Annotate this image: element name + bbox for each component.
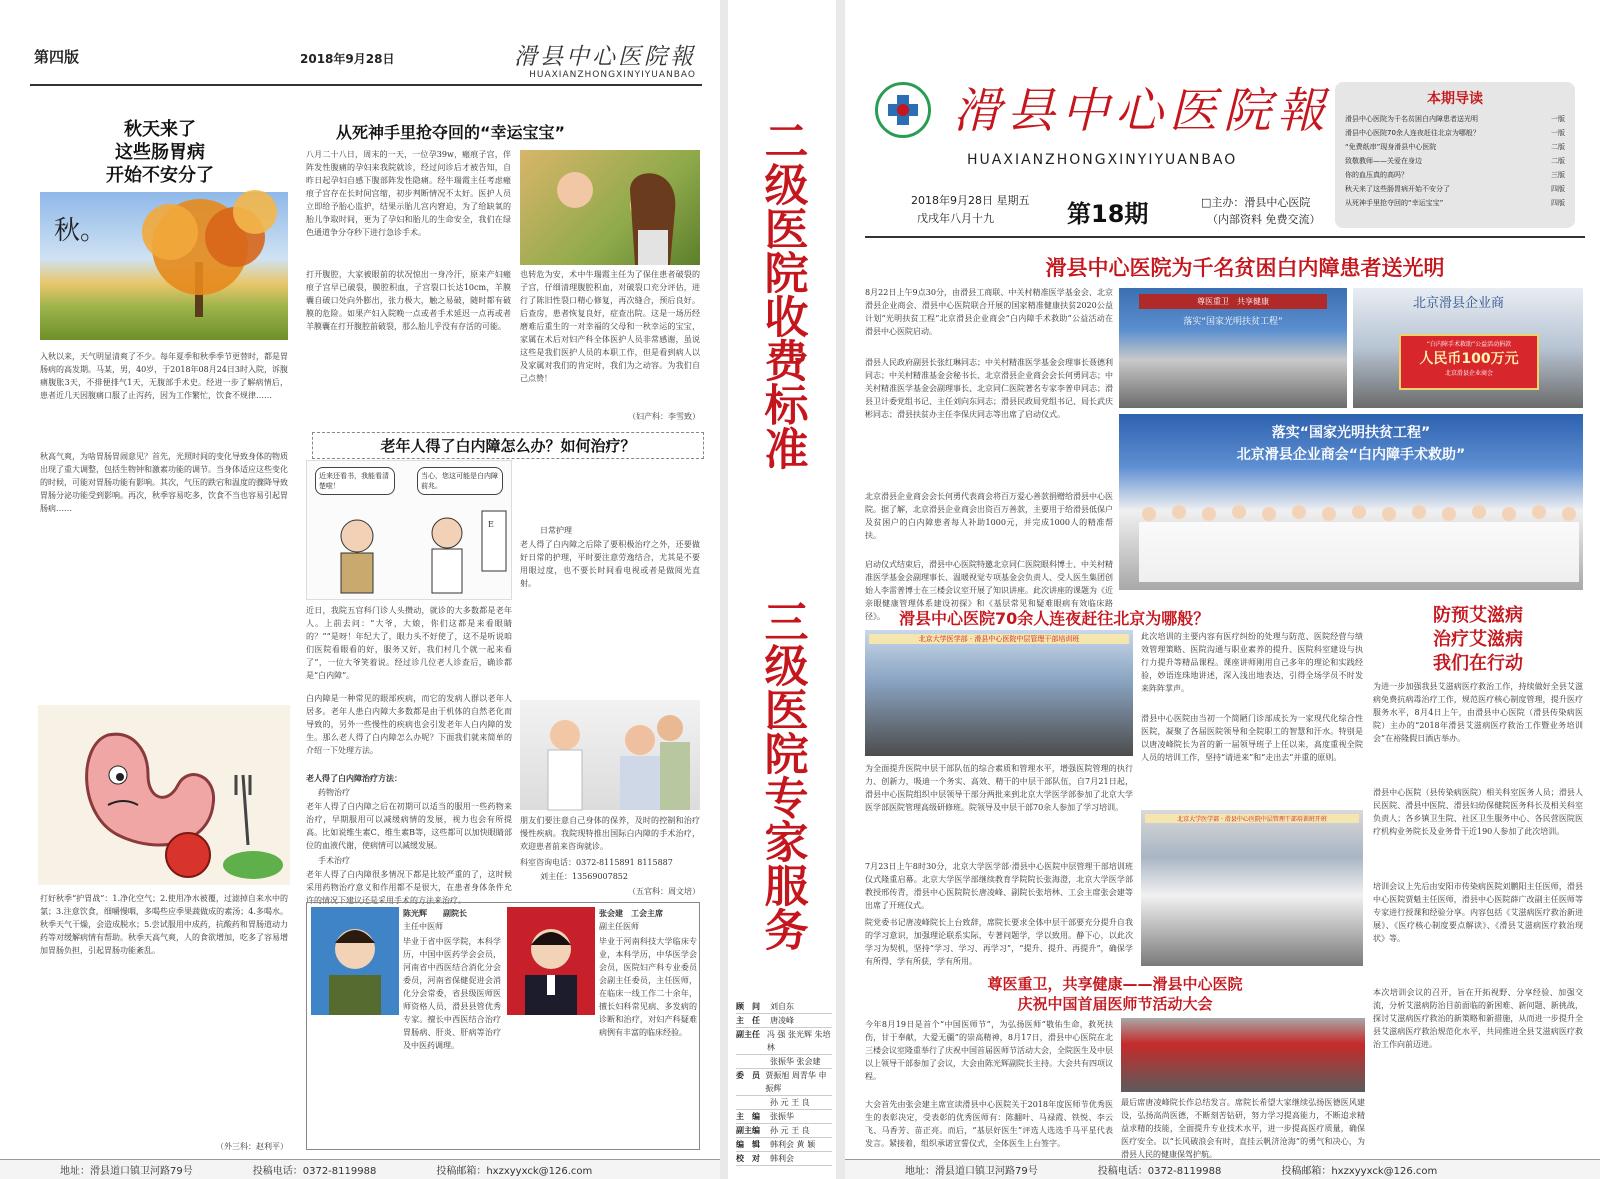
cataract-news-body-1: 8月22日上午9点30分，由滑县工商联、中关村精准医学基金会、北京滑县企业商会、滑县中心医院联合开展的国家精准健康扶贫2020公益计划“光明扶贫工程”北京滑县企业商会“白内障手术救助”公益活动在滑县中心医院启动。 bbox=[865, 288, 1113, 336]
doctor-day-body-2: 大会首先由张会建主席宣读滑县中心医院关于2018年度医师节优秀医生的表彰决定，受表彰的优秀医师有：陈翻叶、马禄霞、铁悦、李云飞、马香芳、苗正亮。而后，“基层好医生”评选人选选手马平星代表发言。紧接着，组织承诺宣誓仪式，全体医生上台签字。 bbox=[865, 1100, 1113, 1148]
cataract-closing: 朋友们要注意自己身体的保养，及时的控制和治疗慢性疾病。我院现特推出国际白内障的手术治疗，欢迎患者前来咨询就诊。 bbox=[520, 816, 700, 851]
staff-row: 张振华 张会建 bbox=[736, 1055, 832, 1069]
person-portrait-icon-2 bbox=[507, 907, 595, 1015]
hospital-logo bbox=[875, 82, 931, 138]
cataract-body-1: 近日，我院五官科门诊人头攒动，就诊的大多数都是老年人。上前去问：“大爷，大娘，你们这都是来看眼睛的？”“是呀！年纪大了，眼力头不好使了，这不是听说咱们医院看眼看的好，服务又好，我们村几个就一起来看了”，一位大爷笑着说。经过诊几位老人诊查后，确诊都是“白内障”。 bbox=[306, 606, 512, 680]
autumn-caption: 秋。 bbox=[54, 216, 107, 246]
stomach-tips: 打好秋季“护胃战”：1.净化空气；2.使用净水被覆，过滤掉自来水中的氯；3.注意饮食，细嚼慢咽，多喝些应季果蔬做成的素汤；4.多喝水。秋季天气干燥，会造成脱水；5.尝试服用中成药，抗酸药和胃肠道动力药等对缓解病情有帮助。秋季天高气爽，人的食欲增加，吃多了容易增加胃肠负担，引起胃肠功能紊乱。 bbox=[40, 894, 288, 955]
gutter-right bbox=[836, 0, 845, 1179]
cartoon-stomach-icon bbox=[38, 705, 290, 885]
aids-body-2: 滑县中心医院（县传染病医院）相关科室医务人员；滑县人民医院、滑县中医院、滑县妇幼保健院医务科长及相关科室负责人；各乡镇卫生院、社区卫生服务中心、各民营医院医疗机构业务院长及业务骨干近190人参加了此次培训。 bbox=[1373, 788, 1583, 836]
doctor-day-title: 尊医重卫，共享健康——滑县中心医院 庆祝中国首届医师节活动大会 bbox=[987, 975, 1243, 1013]
group-banner-1: 落实“国家光明扶贫工程” bbox=[1271, 425, 1431, 441]
check-bottom-text: 北京滑县企业商会 bbox=[1444, 370, 1493, 377]
consult-phone: 科室咨询电话：0372-8115891 8115887 bbox=[520, 858, 673, 867]
guide-item[interactable]: 秋天来了这些肠胃病开始不安分了 四版 bbox=[1345, 185, 1565, 193]
issue-date: 2018年9月28日 bbox=[300, 52, 395, 66]
guide-item[interactable]: 滑县中心医院70余人连夜赶往北京为哪般？ 一版 bbox=[1345, 129, 1565, 137]
staff-row: 孙 元 王 良 bbox=[736, 1096, 832, 1110]
profile-2-body: 毕业于河南科技大学临床专业，本科学历，中华医学会会员，医院妇产科专业委员会副主任委员，主任医师，在临床一线工作二十余年，擅长妇科常见病、多发病的诊断和治疗，对妇产科疑难病例有丰富的临床经验。 bbox=[599, 937, 697, 1037]
aids-body-4: 本次培训会议的召开，旨在开拓视野、分享经验、加强交流，分析艾滋病防治目前面临的新困难、新问题、新挑战，探讨艾滋病医疗救治的新策略和新措施，从而进一步提升全县艾滋病医疗救治规范化水平，共同推进全县艾滋病医疗救治工作向前迈进。 bbox=[1373, 988, 1583, 1049]
vertical-slogan-2 bbox=[728, 560, 836, 990]
baby-body-1: 八月二十八日，周末的一天，一位孕39w，瘢痕子宫，伴阵发性腹痛的孕妇来我院就诊，经过问诊后才被告知，自昨日起孕妇自感下腹部阵发性隐痛。经牛瑞霞主任考虑瘢痕子宫存在长时间宫缩，初步判断情况不太好。医护人员立即给予胎心监护，结果示胎儿宫内窘迫，为了给缺氧的胎儿争取时间，更为了孕妇和胎儿的生命安全，我们在绿色通道争分夺秒下进行急诊手术。 bbox=[306, 150, 511, 237]
drug-body: 老年人得了白内障之后在初期可以适当的服用一些药物来治疗，早期服用可以减缓病情的发展，视力也会有所提高。比如说维生素C、维生素B等，这些都可以加快眼睛部位的血液代谢，使病情可以减缓发展。 bbox=[306, 802, 512, 850]
stomach-body-2: 秋高气爽，为啥胃肠胃闹意见？首先，光照时间的变化导致身体的物质出现了重大调整，包括生物钟和激素功能的调节。当身体适应这些变化的时候，可能对胃肠功能有影响。其次，气压的跌宕和温度的骤降导致胃肠分泌功能受到影响。再次，秋季容易吃多，饮食不当也容易引起胃肠病…… bbox=[40, 452, 288, 513]
footer-address: 地址：滑县道口镇卫河路79号 bbox=[905, 1166, 1038, 1177]
cataract-article-title: 老年人得了白内障怎么办？如何治疗？ bbox=[312, 432, 704, 459]
care-body: 老人得了白内障之后除了要积极治疗之外，还要做好日常的护理，平时要注意劳逸结合，尤其是不要用眼过度，也不要长时间看电视或者是做阅光直射。 bbox=[520, 540, 700, 588]
treat-heading: 老人得了白内障治疗方法： bbox=[306, 773, 402, 783]
donation-photo bbox=[1353, 288, 1583, 408]
drug-heading: 药物治疗 bbox=[318, 788, 350, 797]
footer-email: 投稿邮箱：hxzxyyxck@126.com bbox=[1281, 1166, 1438, 1177]
guide-item[interactable]: 你的血压真的高吗？ 三版 bbox=[1345, 171, 1565, 179]
left-footer bbox=[0, 1159, 720, 1179]
ceremony-banner-small: 尊医重卫 共享健康 bbox=[1139, 294, 1327, 309]
cataract-news-title: 滑县中心医院为千名贫困白内障患者送光明 bbox=[1045, 256, 1445, 280]
speech-bubble-1: 近来还看书，我能看清楚啦！ bbox=[315, 467, 395, 495]
autumn-photo bbox=[40, 192, 288, 340]
care-heading: 日常护理 bbox=[540, 526, 572, 535]
slogan-1-text: 二级医院收费标准 bbox=[756, 118, 808, 470]
aids-body-3: 培训会议上先后由安阳市传染病医院刘鹏阳主任医师，滑县中心医院贾魁主任医师，滑县中心医院薛广改副主任医师等专家进行授课和经验分享。内容包括《艾滋病医疗救治新进展》、《医疗核心制度要点解读》、《滑县艾滋病医疗救治现状》等。 bbox=[1373, 882, 1583, 943]
staff-row: 主 编 张振华 bbox=[736, 1110, 832, 1124]
baby-author: （妇产科：李雪致） bbox=[628, 412, 700, 421]
hospital-cross-icon bbox=[878, 85, 928, 135]
surgery-body: 老年人得了白内障很多情况下都是比较严重的了，这时候采用药物治疗意义和作用都不是很大，在患者身体条件允许的情况下建议还是采用手术的方法来治疗。 bbox=[306, 870, 512, 905]
consult-person: 刘主任：13569007852 bbox=[540, 872, 628, 881]
donation-check bbox=[1399, 334, 1539, 390]
beijing-photo-1-banner: 北京大学医学部 · 滑县中心医院中层管理干部培训班 bbox=[869, 634, 1129, 644]
internal-note: （内部资料 免费交流） bbox=[1207, 213, 1321, 226]
cataract-body-2: 白内障是一种常见的眼部疾病，而它的发病人群以老年人居多。老年人患白内障大多数都是由于机体的自然老化而导致的，另外一些慢性的疾病也会引发老年人白内障的发生。那么老人得了白内障怎么办呢？下面我们就来简单的介绍一下处理方法。 bbox=[306, 694, 512, 755]
masthead-small: 滑县中心医院報 bbox=[514, 44, 696, 70]
beijing-photo-2 bbox=[1141, 810, 1363, 966]
mother-baby-photo bbox=[520, 150, 700, 265]
beijing-body-5: 院党委书记唐凌峰院长上台致辞，席院长要求全体中层干部要充分提升自我的学习意识，加强理论联系实际，专著问题学，学以致用。静下心，以此次学习为契机，坚持“学习、学习、再学习”，“提升、提升、再提升”，确保学有所得、学有所获，学有所用。 bbox=[865, 918, 1133, 966]
check-top-text: “白内障手术救助”公益活动捐款 bbox=[1426, 341, 1512, 348]
aids-body-1: 为进一步加强我县艾滋病医疗救治工作，持续做好全县艾滋病免费抗病毒治疗工作，规范医疗核心制度管理，提升医疗服务水平，8月4日上午，由滑县中心医院（滑县传染病医院）主办的“2018年滑县艾滋病医疗救治工作暨业务培训会”在裕隆假日酒店举办。 bbox=[1373, 682, 1583, 743]
group-photo-1 bbox=[1119, 414, 1583, 590]
guide-item[interactable]: 从死神手里抢夺回的“幸运宝宝” 四版 bbox=[1345, 199, 1565, 207]
donation-sign: 北京滑县企业商 bbox=[1413, 296, 1505, 311]
beijing-photo-1 bbox=[865, 630, 1133, 756]
staff-row: 副主编 孙 元 王 良 bbox=[736, 1124, 832, 1138]
doctor-day-body-1: 今年8月19日是首个“中国医师节”，为弘扬医师“敬佑生命，救死扶伤，甘于奉献，大爱无疆”的崇高精神，8月17日，滑县中心医院在北三楼会议室隆重举行了庆祝中国首届医师节活动大会，全院医生及中层以上领导干部参加了会议，大会由陈光辉副院长主持。大会共有四项议程。 bbox=[865, 1020, 1113, 1081]
contents-guide bbox=[1335, 82, 1575, 228]
profile-1-body: 毕业于省中医学院，本科学历，中国中医药学会会员，河南省中西医结合消化分会委员，河南省保健促进会消化分会常委，省县级医师医师资格人员，滑县县管优秀专家。擅长中西医结合治疗胃肠病、肝炎、肝病等治疗及中医药调理。 bbox=[403, 937, 501, 1050]
baby-body-2: 打开腹腔，大家被眼前的状况惊出一身冷汗，原来产妇瘢痕子宫早已破裂，膜腔积血，子宫裂口长达10cm，羊膜囊自破口处向外膨出，张力极大，触之易破，随时都有破膜的危险。如果产妇入院晚一点或者手术延迟一点再或者羊膜囊在打开腹腔前破裂，那么胎儿乎没有存活的可能。 bbox=[306, 270, 511, 331]
masthead-pinyin: HUAXIANZHONGXINYIYUANBAO bbox=[967, 152, 1238, 168]
beijing-body-4: 7月23日上午8时30分，北京大学医学部·滑县中心医院中层管理干部培训班仪式隆重启幕。北京大学医学部继续教育学院院长张海澄，北京大学医学部教授邢传青，滑县中心医院院长唐凌峰、副院长张培林、工会主席张会建等出席了开班仪式。 bbox=[865, 862, 1133, 910]
doctor-day-photo bbox=[1121, 1018, 1365, 1092]
staff-row: 编 辑 韩利会 黄 颖 bbox=[736, 1138, 832, 1152]
ceremony-banner-line-1: 落实“国家光明扶贫工程” bbox=[1183, 317, 1283, 327]
slogan-2-text: 三级医院专家服务 bbox=[756, 599, 808, 951]
eye-exam-photo bbox=[520, 700, 700, 810]
beijing-body-3: 为全面提升医院中层干部队伍的综合素质和管理水平，增强医院管理的执行力、创新力，吸迪一个务实、高效、精干的中层干部队伍，自7月21日起，滑县中心医院组织中层领导干部分两批来到北京大学医学部参加了北京大学医学部医院管理高级研修班。院领导及中层干部70余人参加了学习培训。 bbox=[865, 764, 1133, 812]
person-portrait-icon bbox=[311, 907, 399, 1015]
profile-2-heading: 张会建 工会主席 bbox=[599, 908, 663, 918]
edition-label: 第四版 bbox=[34, 48, 80, 66]
profile-2-photo bbox=[507, 907, 595, 1015]
staff-row: 委 员 贾振旭 周青华 申振辉 bbox=[736, 1069, 832, 1096]
header-divider bbox=[865, 236, 1585, 238]
aids-news-title: 防预艾滋病 治疗艾滋病 我们在行动 bbox=[1433, 605, 1523, 674]
stomach-body-1: 入秋以来，天气明显清爽了不少。每年夏季和秋季季节更替时，都是胃肠病的高发期。马某，男，40岁，于2018年08月24日3时入院，诉腹痛腹胀3天，不排便排气1天，无腹部手术史。经进一步了解病情后，患者近几天因腹痛口服了止泻药，因为工作繁忙，饮食不规律…… bbox=[40, 352, 288, 400]
profile-1-photo bbox=[311, 907, 399, 1015]
beijing-body-1: 此次培训的主要内容有医疗纠纷的处理与防范、医院经营与绩效管理策略、医院沟通与职业素养的提升、医院科室建设与执行力提升等精品课程。课座讲师刚用自己多年的理论和实践经验，妙语连珠地讲述，深入浅出地表达，引得全场学员不时发来阵阵掌声。 bbox=[1141, 632, 1363, 693]
issue-date-line: 2018年9月28日 星期五 bbox=[911, 194, 1030, 207]
footer-phone: 投稿电话：0372-8119988 bbox=[1097, 1166, 1222, 1177]
staff-list bbox=[736, 1000, 832, 1168]
profiles-box bbox=[306, 902, 700, 1150]
staff-row: 主 任 唐凌峰 bbox=[736, 1014, 832, 1028]
beijing-photo-2-banner: 北京大学医学部 · 滑县中心医院中层管理干部培训班开班 bbox=[1145, 814, 1359, 823]
guide-item[interactable]: “免费纸串”现身滑县中心医院 二版 bbox=[1345, 143, 1565, 151]
beijing-body-2: 滑县中心医院由当初一个简陋门诊部成长为一家现代化综合性医院，凝聚了各届医院领导和全院职工的智慧和汗水。特别是以唐凌峰院长为首的新一届领导班子上任以来，高度重视全院人员的培训工作，坚持“请进来”和“走出去”并重的原则。 bbox=[1141, 714, 1363, 762]
group-banner-2: 北京滑县企业商会“白内障手术救助” bbox=[1236, 447, 1466, 463]
speech-bubble-2: 当心，您这可能是白内障前兆。 bbox=[417, 467, 503, 495]
stomach-article-title: 秋天来了 这些肠胃病 开始不安分了 bbox=[106, 119, 214, 186]
front-page bbox=[845, 0, 1600, 1179]
stomach-author: （外三科：赵利平） bbox=[216, 1142, 288, 1151]
doctor-elderly-icon bbox=[520, 700, 700, 810]
beijing-news-title: 滑县中心医院70余人连夜赶往北京为哪般？ bbox=[899, 609, 1210, 628]
profile-1-heading: 陈光辉 副院长 bbox=[403, 908, 467, 918]
masthead-pinyin-small: HUAXIANZHONGXINYIYUANBAO bbox=[529, 70, 696, 80]
cataract-cartoon bbox=[306, 460, 512, 600]
cataract-news-body-4: 启动仪式结束后，滑县中心医院特邀北京同仁医院眼科博士、中关村精准医学基金会副理事长、温暖视觉专项基金会负责人、受人医生集团创始人李雷普博士在三楼会议室开展了知识讲座。此次讲座的课题为《近亲眼健康管理体系建设初探》和《基层常见和疑难眼病有效临床路径》。 bbox=[865, 560, 1113, 621]
footer-phone: 投稿电话：0372-8119988 bbox=[252, 1166, 377, 1177]
profile-2-role: 副主任医师 bbox=[599, 922, 639, 931]
surgery-heading: 手术治疗 bbox=[318, 856, 350, 865]
footer-email: 投稿邮箱：hxzxyyxck@126.com bbox=[436, 1166, 593, 1177]
right-footer bbox=[845, 1159, 1600, 1179]
left-header bbox=[30, 38, 702, 86]
cataract-news-body-3: 北京滑县企业商会会长何勇代表商会将百万爱心善款捐赠给滑县中心医院。据了解，北京滑县企业商会出资百万善款，主要用于给滑县低保户及贫困户的白内障患者每人补助1000元，并完成1000人的精准帮扶。 bbox=[865, 492, 1113, 540]
vertical-slogan-1 bbox=[728, 50, 836, 538]
staff-row: 校 对 韩利会 bbox=[736, 1152, 832, 1166]
baby-body-3: 也转危为安，术中牛瑞霞主任为了保住患者破裂的子宫，仔细清理腹腔积血，对破裂口充分评估，进行了陈旧性裂口精心修复，再次缝合，预后良好。后查房，患者恢复良好，症查出院。这是一场历经磨难后重生的一对幸福的父母和一秋幸运的宝宝，家属在术后对妇产科全体医护人员非常感谢，虽说这些是我们医护人员的本职工作，但是看到病人以及家属对我们的肯定时，我们为之动容。为我们自己点赞！ bbox=[520, 270, 700, 383]
staff-row: 副主任 冯 强 张光辉 朱培林 bbox=[736, 1028, 832, 1055]
stomach-cartoon bbox=[38, 705, 290, 885]
staff-row: 顾 问 刘自东 bbox=[736, 1000, 832, 1014]
baby-article-title: 从死神手里抢夺回的“幸运宝宝” bbox=[336, 123, 566, 142]
surgery-body-cont bbox=[520, 460, 700, 520]
guide-item[interactable]: 滑县中心医院为千名贫困白内障患者送光明 一版 bbox=[1345, 115, 1565, 123]
sponsor-line: □主办：滑县中心医院 bbox=[1201, 196, 1311, 209]
issue-number: 第18期 bbox=[1067, 200, 1149, 228]
doctor-day-body-3: 最后席唐凌峰院长作总结发言。席院长希望大家继续弘扬医德医风建设，弘扬高尚医德，不断刻苦钻研，努力学习提高能力，不断追求精益求精的技能，全面提升专业技术水平，进一步提高医疗质量，确保医疗安全。以“长风破浪会有时，直挂云帆济沧海”的勇气和决心，为滑县人民的健康保驾护航。 bbox=[1121, 1098, 1365, 1159]
guide-title: 本期导读 bbox=[1427, 91, 1483, 107]
cataract-author: （五官科：周文培） bbox=[628, 887, 700, 896]
footer-address: 地址：滑县道口镇卫河路79号 bbox=[60, 1166, 193, 1177]
lunar-date: 戊戌年八月十九 bbox=[917, 212, 994, 225]
middle-strip bbox=[728, 0, 836, 1179]
cataract-news-body-2: 滑县人民政府副县长张红琳同志；中关村精准医学基金会理事长聂德利同志；中关村精准基金会秘书长、北京滑县企业商会会长何勇同志；中关村精准医学基金会副理事长、北京同仁医院著名专家李普申同志；滑县卫计委党组书记、主任刘向东同志；滑县民政局党组书记、局长武庆彬同志；滑县扶贫办主任李保庆同志等出席了启动仪式。 bbox=[865, 358, 1113, 419]
guide-item[interactable]: 致敬教师——关爱在身边 二版 bbox=[1345, 157, 1565, 165]
masthead: 滑县中心医院報 bbox=[953, 83, 1332, 139]
ceremony-photo-1 bbox=[1119, 288, 1347, 408]
profile-1-role: 主任中医师 bbox=[403, 922, 443, 931]
gutter-left bbox=[720, 0, 728, 1179]
mother-baby-icon bbox=[520, 150, 700, 265]
check-amount: 人民币100万元 bbox=[1419, 351, 1519, 367]
page-four bbox=[0, 0, 720, 1179]
svg-text:E: E bbox=[488, 520, 494, 529]
